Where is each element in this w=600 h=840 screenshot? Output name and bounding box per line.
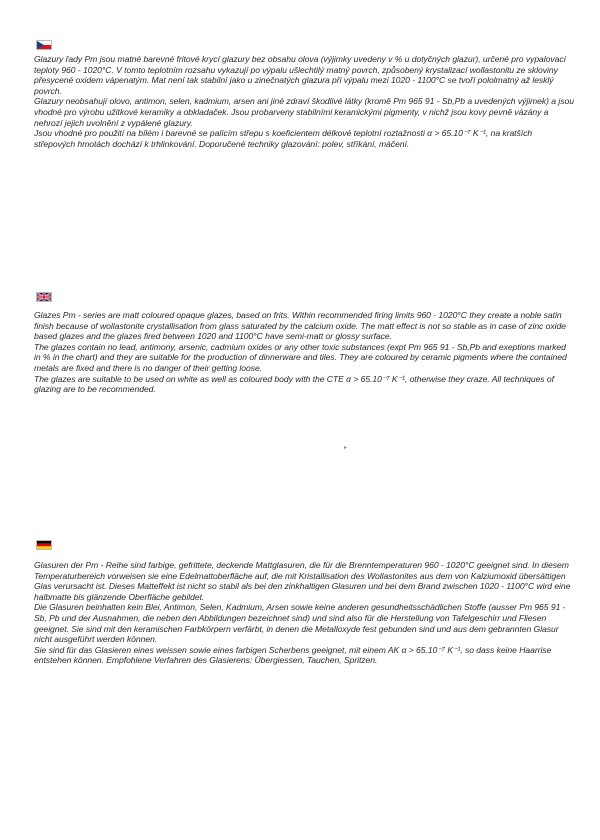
czech-paragraph: Jsou vhodné pro použití na bílém i barevné se palícím střepu s koeficientem délkové teplotní roztažnosti α > 65.10⁻⁷ K⁻¹, na kratších střepových hmotách dochází k trhlinkování. Doporučené techniky glazování: polev, stříkání, máčení. bbox=[34, 128, 533, 149]
english-paragraph: Glazes Pm - series are matt coloured opaque glazes, based on frits. Within recommended firing limits 960 - 1020°C they create a noble satin finish because of wollastonite crystallisation from glass saturated by the calcium oxide. The matt effect is not so stable as in case of zinc oxide based glazes and the glazes fired between 1020 and 1100°C have semi-matt or glossy surface. bbox=[34, 310, 566, 342]
german-paragraph: Sie sind für das Glasieren eines weissen sowie eines farbigen Scherbens geeignet, mit einem AK α > 65.10⁻⁷ K⁻¹, so dass keine Haarrise entstehen können. Empfohlene Verfahren des Glasierens: Übergiessen, Tauchen, Spritzen. bbox=[34, 644, 552, 666]
english-paragraph: The glazes are suitable to be used on white as well as coloured body with the CTE α > 65.10⁻⁷ K⁻¹, otherwise they craze. All techniques of glazing are to be recommended. bbox=[34, 373, 554, 395]
czech-flag-icon bbox=[36, 40, 52, 50]
german-paragraph: Die Glasuren beinhalten kein Blei, Antimon, Selen, Kadmium, Arsen sowie keine anderen gesundheitsschädlichen Stoffe (ausser Pm 965 91 - Sb, Pb und der Ausnahmen, die neben den Abbildungen bezeichnet sind) und sind also für die Herstellung von Tafelgeschirr und Fliesen geeignet. Sie sind mit den keramischen Farbkörpern verfärbt, in denen die Metalloxyde fest gebunden sind und aus dem gebrannten Glasur nicht ausgeführt werden können. bbox=[34, 602, 566, 645]
scan-speck: ▸ bbox=[344, 445, 348, 451]
czech-text-block bbox=[34, 54, 574, 149]
german-paragraph: Glasuren der Pm - Reihe sind farbige, gefrittete, deckende Mattglasuren, die für die Brenntemperaturen 960 - 1020°C geeignet sind. In diesem Temperaturbereich vorweisen sie eine Edelmattoberfläche auf, die mit Kristallisation des Wollastonites aus dem von Kalziumoxid übersättigen Glas verursacht ist. Dieses Matteffekt ist nicht so stabil als bei den zinkhaltigen Glasuren und bei dem Brand zwischen 1020 - 1100°C wird eine halbmatte bis glänzende Oberfläche gebildet. bbox=[34, 560, 571, 602]
czech-paragraph: Glazury neobsahují olovo, antimon, selen, kadmium, arsen ani jiné zdraví škodlivé látky (kromě Pm 965 91 - Sb,Pb a uvedených výjimek) a jsou vhodné pro výrobu užitkové keramiky a obkladaček. Jsou probarveny stabilními keramickými pigmenty, v nichž jsou kovy pevně vázány a nehrozí jejich uvolnění z vypálené glazury. bbox=[34, 96, 574, 128]
czech-paragraph: Glazury řady Pm jsou matné barevné fritové krycí glazury bez obsahu olova (výjimky uvedeny v % u dotyčných glazur), určené pro vypalovací teploty 960 - 1020°C. V tomto teplotním rozsahu vykazují po výpalu ušlechtilý matný povrch, způsobený krystalizací wollastonitu ze sklovinу přesycené oxidem vápenatým. Mat není tak stabilní jako u zinečnatých glazura při výpalu mezi 1020 - 1100°C se tvoří pololmatný až lesklý povrch. bbox=[34, 54, 566, 96]
uk-flag-icon bbox=[36, 292, 52, 302]
english-text-block bbox=[34, 310, 574, 395]
german-flag-icon bbox=[36, 540, 52, 550]
german-text-block bbox=[34, 560, 574, 666]
english-paragraph: The glazes contain no lead, antimony, arsenic, cadmium oxides or any other toxic substances (expt Pm 965 91 - Sb,Pb and exeptions marked in % in the chart) and they are suitable for the production of dinnerware and tiles. They are coloured by ceramic pigments where the contained metals are fixed and there is no danger of their getting loose. bbox=[34, 341, 567, 373]
